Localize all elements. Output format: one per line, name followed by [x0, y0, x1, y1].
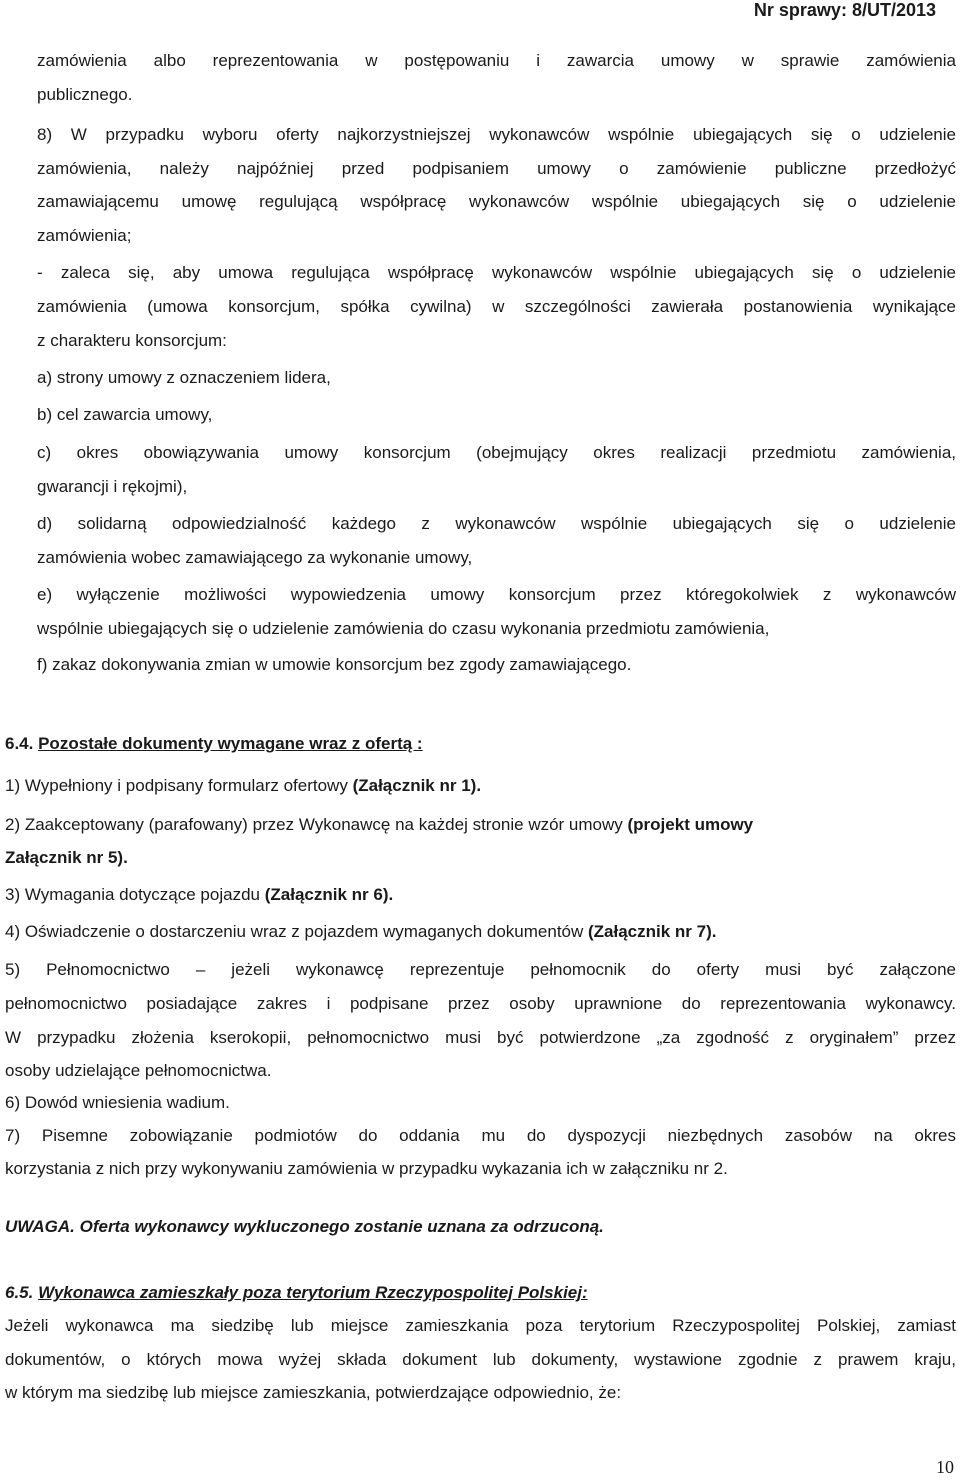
text-line: zamówienia albo reprezentowania w postępowaniu i zawarcia umowy w sprawie zamówienia [37, 51, 956, 70]
page-number: 10 [936, 1457, 954, 1477]
consortium-point-d-cont: zamówienia wobec zamawiającego za wykonanie umowy, [37, 548, 473, 567]
consortium-point-f: f) zakaz dokonywania zmian w umowie konsorcjum bez zgody zamawiającego. [37, 655, 632, 674]
document-item-3: 3) Wymagania dotyczące pojazdu (Załącznik nr 6). [5, 885, 394, 904]
document-item-1: 1) Wypełniony i podpisany formularz ofertowy (Załącznik nr 1). [5, 776, 482, 795]
text-line: korzystania z nich przy wykonywaniu zamówienia w przypadku wykazania ich w załączniku nr 2. [5, 1159, 728, 1178]
consortium-point-b: b) cel zawarcia umowy, [37, 405, 213, 424]
text-line: zamówienia (umowa konsorcjum, spółka cywilna) w szczególności zawierała postanowienia wynikające [37, 297, 956, 316]
section-number: 6.4. [5, 734, 34, 753]
document-item-4: 4) Oświadczenie o dostarczeniu wraz z pojazdem wymaganych dokumentów (Załącznik nr 7). [5, 922, 717, 941]
document-item-2-cont: Załącznik nr 5). [5, 848, 128, 867]
warning-note: UWAGA. Oferta wykonawcy wykluczonego zostanie uznana za odrzuconą. [5, 1217, 604, 1236]
consortium-point-e: e) wyłączenie możliwości wypowiedzenia umowy konsorcjum przez któregokolwiek z wykonawców [37, 585, 956, 604]
text-line: W przypadku złożenia kserokopii, pełnomocnictwo musi być potwierdzone „za zgodność z oryginałem” przez [5, 1028, 956, 1047]
text-line: w którym ma siedzibę lub miejsce zamieszkania, potwierdzające odpowiednio, że: [5, 1383, 622, 1402]
text-line: publicznego. [37, 85, 133, 104]
section-6-5-heading [5, 1276, 588, 1309]
document-item-2: 2) Zaakceptowany (parafowany) przez Wykonawcę na każdej stronie wzór umowy (projekt umowy [5, 815, 754, 834]
consortium-point-c-cont: gwarancji i rękojmi), [37, 477, 188, 496]
section-title: Pozostałe dokumenty wymagane wraz z ofertą : [38, 734, 423, 753]
text-line: zamówienia; [37, 226, 132, 245]
consortium-point-a: a) strony umowy z oznaczeniem lidera, [37, 368, 331, 387]
text-line: dokumentów, o których mowa wyżej składa dokument lub dokumenty, wystawione zgodnie z prawem kraju, [5, 1350, 956, 1369]
case-number-header: Nr sprawy: 8/UT/2013 [753, 0, 936, 20]
text-line: 8) W przypadku wyboru oferty najkorzystniejszej wykonawców wspólnie ubiegających się o udzielenie [37, 125, 956, 144]
text-line: z charakteru konsorcjum: [37, 331, 227, 350]
consortium-point-c: c) okres obowiązywania umowy konsorcjum (obejmujący okres realizacji przedmiotu zamówienia, [37, 443, 956, 462]
consortium-point-d: d) solidarną odpowiedzialność każdego z wykonawców wspólnie ubiegających się o udzielenie [37, 514, 956, 533]
document-item-6: 6) Dowód wniesienia wadium. [5, 1093, 230, 1112]
section-title: Wykonawca zamieszkały poza terytorium Rzeczypospolitej Polskiej: [38, 1283, 588, 1302]
text-line: osoby udzielające pełnomocnictwa. [5, 1061, 272, 1080]
text-line: pełnomocnictwo posiadające zakres i podpisane przez osoby uprawnione do reprezentowania wykonawcy. [5, 994, 956, 1013]
document-item-5: 5) Pełnomocnictwo – jeżeli wykonawcę reprezentuje pełnomocnik do oferty musi być załączone [5, 960, 956, 979]
section-number: 6.5. [5, 1283, 34, 1302]
text-line: zamówienia, należy najpóźniej przed podpisaniem umowy o zamówienie publiczne przedłożyć [37, 159, 956, 178]
consortium-point-e-cont: wspólnie ubiegających się o udzielenie zamówienia do czasu wykonania przedmiotu zamówienia, [37, 619, 770, 638]
document-item-7: 7) Pisemne zobowiązanie podmiotów do oddania mu do dyspozycji niezbędnych zasobów na okres [5, 1126, 956, 1145]
text-line: zamawiającemu umowę regulującą współpracę wykonawców wspólnie ubiegających się o udzielenie [37, 192, 956, 211]
text-line: Jeżeli wykonawca ma siedzibę lub miejsce zamieszkania poza terytorium Rzeczypospolitej Polskiej, zamiast [5, 1316, 956, 1335]
section-6-4-heading [5, 727, 423, 760]
text-line: - zaleca się, aby umowa regulująca współpracę wykonawców wspólnie ubiegających się o udzielenie [37, 263, 956, 282]
